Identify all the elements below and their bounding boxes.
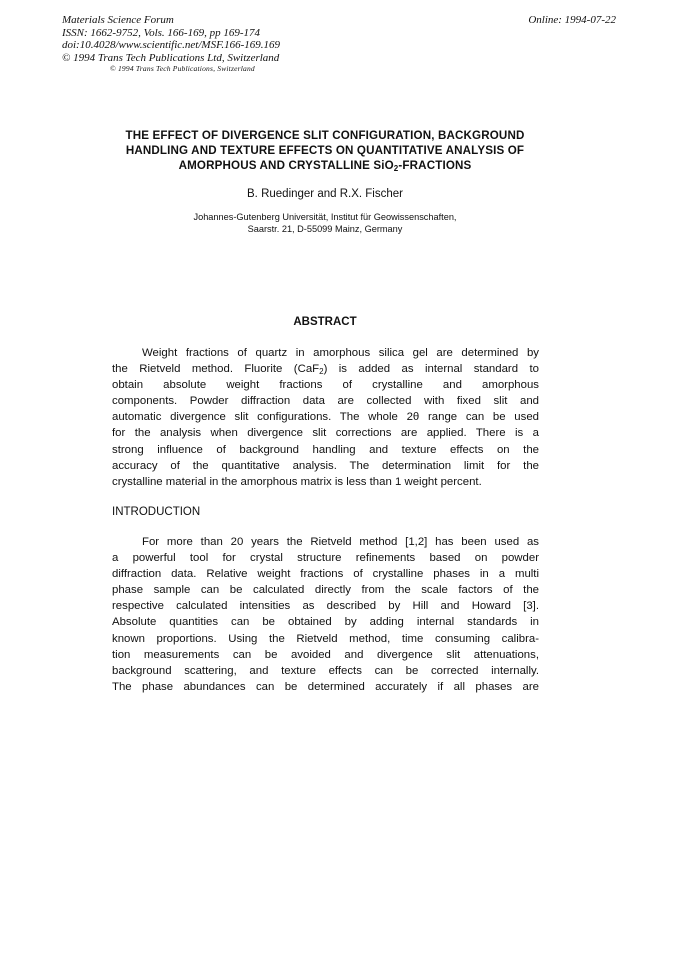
introduction-heading: INTRODUCTION — [112, 506, 201, 518]
introduction-line: For more than 20 years the Rietveld method [1,2] has been used as — [142, 536, 539, 548]
title-line-3-suffix: -FRACTIONS — [398, 159, 472, 172]
affiliation-line-1: Johannes-Gutenberg Universität, Institut für Geowissenschaften, — [193, 212, 457, 222]
affiliation-line-2: Saarstr. 21, D-55099 Mainz, Germany — [247, 224, 403, 234]
introduction-line: Absolute quantities can be obtained by adding internal standards in — [112, 616, 539, 629]
abstract-line-text: the Rietveld method. Fluorite (CaF — [112, 363, 320, 376]
introduction-line: respective calculated intensities as described by Hill and Howard [3]. — [112, 600, 539, 613]
copyright-small-line: © 1994 Trans Tech Publications, Switzerland — [110, 64, 255, 73]
abstract-line: accuracy of the quantitative analysis. The determination limit for the — [112, 459, 539, 472]
abstract-line: components. Powder diffraction data are collected with fixed slit and — [112, 395, 539, 408]
introduction-line: The phase abundances can be determined accurately if all phases are — [112, 680, 539, 693]
publication-header — [62, 14, 280, 73]
abstract-line: obtain absolute weight fractions of crystalline and amorphous — [112, 379, 539, 392]
abstract-line — [112, 361, 539, 377]
abstract-heading: ABSTRACT — [293, 316, 357, 328]
abstract-line: strong influence of background handling and texture effects on the — [112, 443, 539, 456]
paper-title — [100, 128, 550, 173]
title-line-1: THE EFFECT OF DIVERGENCE SLIT CONFIGURATION, BACKGROUND — [125, 129, 525, 142]
copyright-line: © 1994 Trans Tech Publications Ltd, Switzerland — [62, 51, 280, 64]
introduction-line: background scattering, and texture effects can be corrected internally. — [112, 664, 539, 677]
introduction-body — [112, 534, 539, 695]
abstract-line: automatic divergence slit configurations. The whole 2θ range can be used — [112, 411, 539, 424]
abstract-line: crystalline material in the amorphous matrix is less than 1 weight percent. — [112, 475, 482, 488]
introduction-line: a powerful tool for crystal structure refinements based on powder — [112, 552, 539, 565]
introduction-line: tion measurements can be avoided and divergence slit attenuations, — [112, 648, 539, 661]
introduction-line: diffraction data. Relative weight fractions of crystalline phases in a multi — [112, 568, 539, 581]
introduction-line: phase sample can be calculated directly from the scale factors of the — [112, 584, 539, 597]
issn-line: ISSN: 1662-9752, Vols. 166-169, pp 169-174 — [62, 26, 260, 39]
abstract-body — [112, 345, 539, 490]
abstract-line: Weight fractions of quartz in amorphous silica gel are determined by — [142, 347, 539, 359]
title-line-2: HANDLING AND TEXTURE EFFECTS ON QUANTITATIVE ANALYSIS OF — [125, 144, 525, 157]
title-line-3 — [100, 158, 550, 173]
introduction-line: known proportions. Using the Rietveld method, time consuming calibra- — [112, 632, 539, 645]
authors: B. Ruedinger and R.X. Fischer — [247, 188, 403, 200]
journal-name: Materials Science Forum — [62, 14, 174, 26]
affiliation — [100, 211, 550, 235]
online-date: Online: 1994-07-22 — [528, 14, 616, 26]
doi-line: doi:10.4028/www.scientific.net/MSF.166-169.169 — [62, 39, 281, 51]
title-subscript: 2 — [393, 164, 399, 173]
abstract-line-suffix: ) is added as internal standard to — [323, 363, 539, 376]
abstract-line: for the analysis when divergence slit corrections are applied. There is a — [112, 427, 539, 440]
abstract-subscript: 2 — [319, 367, 324, 377]
title-line-3-text: AMORPHOUS AND CRYSTALLINE SiO — [178, 159, 394, 172]
